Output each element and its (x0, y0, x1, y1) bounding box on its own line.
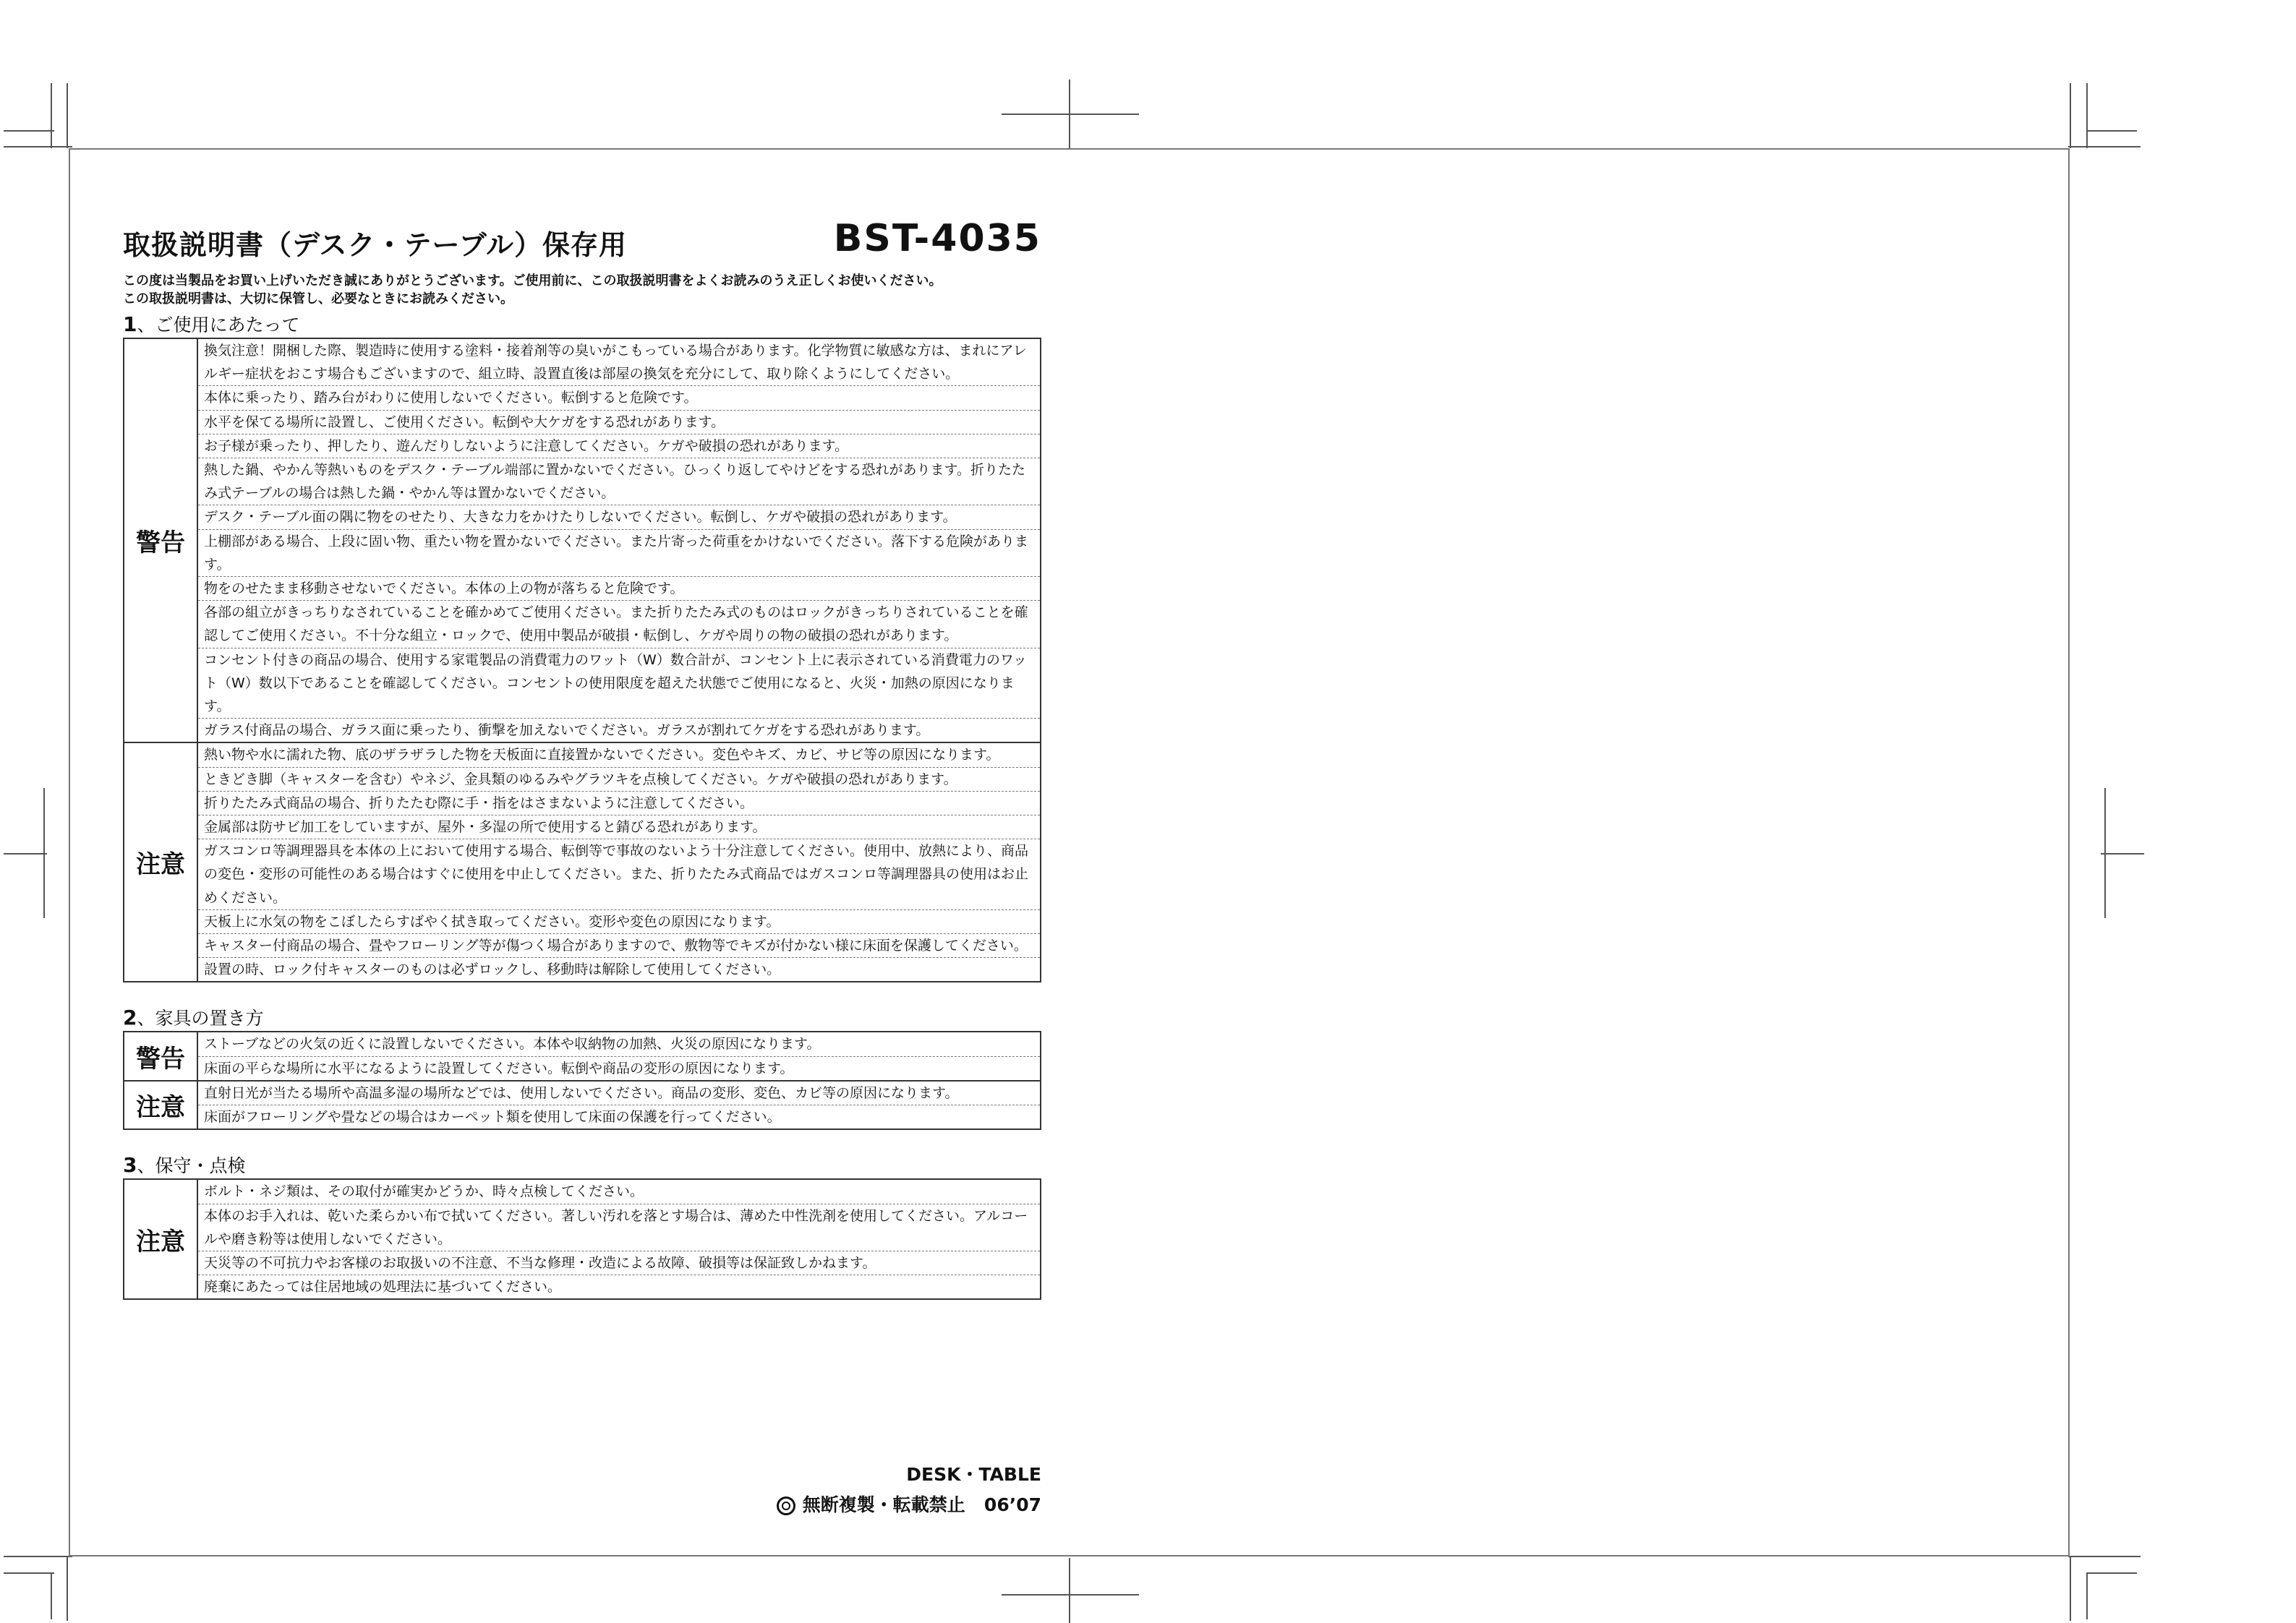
crop-mark (67, 1556, 68, 1621)
header (123, 217, 1041, 267)
crop-mark (2086, 1572, 2137, 1574)
caution-items (197, 1179, 1041, 1299)
list-item: 直射日光が当たる場所や高温多湿の場所などでは、使用しないでください。商品の変形、変色、カビ等の原因になります。 (198, 1082, 1040, 1105)
list-item: ボルト・ネジ類は、その取付が確実かどうか、時々点検してください。 (198, 1180, 1040, 1204)
list-item: 本体のお手入れは、乾いた柔らかい布で拭いてください。著しい汚れを落とす場合は、薄めた中性洗剤を使用してください。アルコールや磨き粉等は使用しないでください。 (198, 1204, 1040, 1251)
list-item: 熱した鍋、やかん等熱いものをデスク・テーブル端部に置かないでください。ひっくり返してやけどをする恐れがあります。折りたたみ式テーブルの場合は熱した鍋・やかん等は置かないでください。 (198, 458, 1040, 505)
section-title: 、家具の置き方 (137, 1008, 264, 1029)
list-item: 天災等の不可抗力やお客様のお取扱いの不注意、不当な修理・改造による故障、破損等は保証致しかねます。 (198, 1251, 1040, 1275)
warning-items (197, 1032, 1041, 1080)
list-item: キャスター付商品の場合、畳やフローリング等が傷つく場合がありますので、敷物等でキズが付かない様に床面を保護してください。 (198, 934, 1040, 958)
section-number: 2 (123, 1006, 137, 1030)
section-number: 3 (123, 1153, 137, 1178)
crop-mark (2068, 146, 2141, 147)
list-item: ときどき脚（キャスターを含む）やネジ、金具類のゆるみやグラツキを点検してください。ケガや破損の恐れがあります。 (198, 768, 1040, 792)
crop-mark (51, 83, 52, 148)
warning-label: 警告 (124, 1032, 197, 1080)
product-category: DESK・TABLE (906, 1464, 1041, 1485)
crop-mark (2070, 1556, 2071, 1621)
caution-table (123, 338, 1041, 982)
section-heading (123, 1155, 1041, 1177)
copyright-line (777, 1491, 1041, 1517)
list-item: 天板上に水気の物をこぼしたらすばやく拭き取ってください。変形や変色の原因になります。 (198, 910, 1040, 934)
section-title: 、ご使用にあたって (137, 314, 300, 335)
list-item: デスク・テーブル面の隅に物をのせたり、大きな力をかけたりしないでください。転倒し、ケガや破損の恐れがあります。 (198, 505, 1040, 529)
caution-items (197, 742, 1041, 982)
list-item: 床面がフローリングや畳などの場合はカーペット類を使用して床面の保護を行ってください。 (204, 1109, 781, 1126)
list-item: 上棚部がある場合、上段に固い物、重たい物を置かないでください。また片寄った荷重をかけないでください。落下する危険があります。 (198, 530, 1040, 577)
crop-mark (2070, 83, 2071, 148)
list-item: 本体に乗ったり、踏み台がわりに使用しないでください。転倒すると危険です。 (198, 386, 1040, 410)
list-item: コンセント付きの商品の場合、使用する家電製品の消費電力のワット（W）数合計が、コンセント上に表示されている消費電力のワット（W）数以下であることを確認してください。コンセントの使用限度を超えた状態でご使用になると、火災・加熱の原因になります。 (198, 648, 1040, 719)
manual-sheet (123, 217, 1041, 1515)
section-title: 、保守・点検 (137, 1155, 246, 1177)
crop-mark (67, 83, 68, 148)
center-mark (1069, 80, 1070, 148)
list-item: 廃棄にあたっては住居地域の処理法に基づいてください。 (204, 1279, 562, 1296)
caution-label: 注意 (124, 1081, 197, 1129)
copyright-icon (777, 1496, 795, 1515)
crop-mark (4, 1572, 54, 1574)
footer (777, 1460, 1041, 1517)
warning-label: 警告 (124, 338, 197, 742)
list-item: 設置の時、ロック付キャスターのものは必ずロックし、移動時は解除して使用してください。 (204, 962, 781, 978)
intro-text (123, 272, 1041, 308)
list-item: 金属部は防サビ加工をしていますが、屋外・多湿の所で使用すると錆びる恐れがあります。 (198, 815, 1040, 839)
crop-mark (51, 1572, 52, 1619)
center-mark (2104, 788, 2106, 918)
list-item: ガスコンロ等調理器具を本体の上において使用する場合、転倒等で事故のないよう十分注意してください。使用中、放熱により、商品の変色・変形の可能性のある場合はすぐに使用を中止してください。また、折りたたみ式商品ではガスコンロ等調理器具の使用はお止めください。 (198, 839, 1040, 910)
page-title: 取扱説明書（デスク・テーブル）保存用 (123, 229, 628, 261)
crop-mark (2086, 130, 2137, 132)
print-date: 06’07 (983, 1494, 1041, 1515)
warning-items (197, 338, 1041, 742)
list-item: 各部の組立がきっちりなされていることを確かめてご使用ください。また折りたたみ式のものはロックがきっちりされていることを確認してご使用ください。不十分な組立・ロックで、使用中製品が破損・転倒し、ケガや周りの物の破損の恐れがあります。 (198, 601, 1040, 648)
crop-mark (4, 130, 54, 132)
crop-mark (2068, 1556, 2141, 1557)
list-item: 熱い物や水に濡れた物、底のザラザラした物を天板面に直接置かないでください。変色やキズ、カビ、サビ等の原因になります。 (198, 743, 1040, 767)
list-item: 床面の平らな場所に水平になるように設置してください。転倒や商品の変形の原因になります。 (204, 1060, 794, 1076)
list-item: 水平を保てる場所に設置し、ご使用ください。転倒や大ケガをする恐れがあります。 (198, 411, 1040, 434)
center-mark (1002, 114, 1139, 115)
intro-line: この取扱説明書は、大切に保管し、必要なときにお読みください。 (123, 291, 513, 307)
intro-line: この度は当製品をお買い上げいただき誠にありがとうございます。ご使用前に、この取扱説明書をよくお読みのうえ正しくお使いください。 (123, 273, 942, 288)
list-item: お子様が乗ったり、押したり、遊んだりしないように注意してください。ケガや破損の恐れがあります。 (198, 434, 1040, 458)
maintenance-table (123, 1178, 1041, 1300)
center-mark (1002, 1594, 1139, 1596)
center-mark (1069, 1558, 1070, 1623)
center-mark (4, 853, 47, 855)
section-number: 1 (123, 312, 137, 336)
section-heading (123, 314, 1041, 336)
list-item: 物をのせたまま移動させないでください。本体の上の物が落ちると危険です。 (198, 577, 1040, 601)
model-number: BST-4035 (833, 217, 1041, 260)
caution-label: 注意 (124, 1179, 197, 1299)
copyright-text: 無断複製・転載禁止 (802, 1494, 965, 1515)
list-item: ガラス付商品の場合、ガラス面に乗ったり、衝撃を加えないでください。ガラスが割れてケガをする恐れがあります。 (204, 722, 930, 739)
crop-mark (2086, 1572, 2088, 1619)
placement-table (123, 1031, 1041, 1130)
center-mark (2101, 853, 2144, 855)
crop-mark (4, 1556, 72, 1557)
list-item: 折りたたみ式商品の場合、折りたたむ際に手・指をはさまないように注意してください。 (198, 792, 1040, 815)
crop-mark (4, 146, 72, 147)
caution-label: 注意 (124, 742, 197, 982)
crop-mark (2086, 83, 2088, 148)
list-item: ストーブなどの火気の近くに設置しないでください。本体や収納物の加熱、火災の原因になります。 (198, 1032, 1040, 1056)
section-heading (123, 1007, 1041, 1029)
list-item: 換気注意！開梱した際、製造時に使用する塗料・接着剤等の臭いがこもっている場合があります。化学物質に敏感な方は、まれにアレルギー症状をおこす場合もございますので、組立時、設置直後は部屋の換気を充分にして、取り除くようにしてください。 (198, 339, 1040, 386)
caution-items (197, 1081, 1041, 1129)
center-mark (43, 788, 45, 918)
